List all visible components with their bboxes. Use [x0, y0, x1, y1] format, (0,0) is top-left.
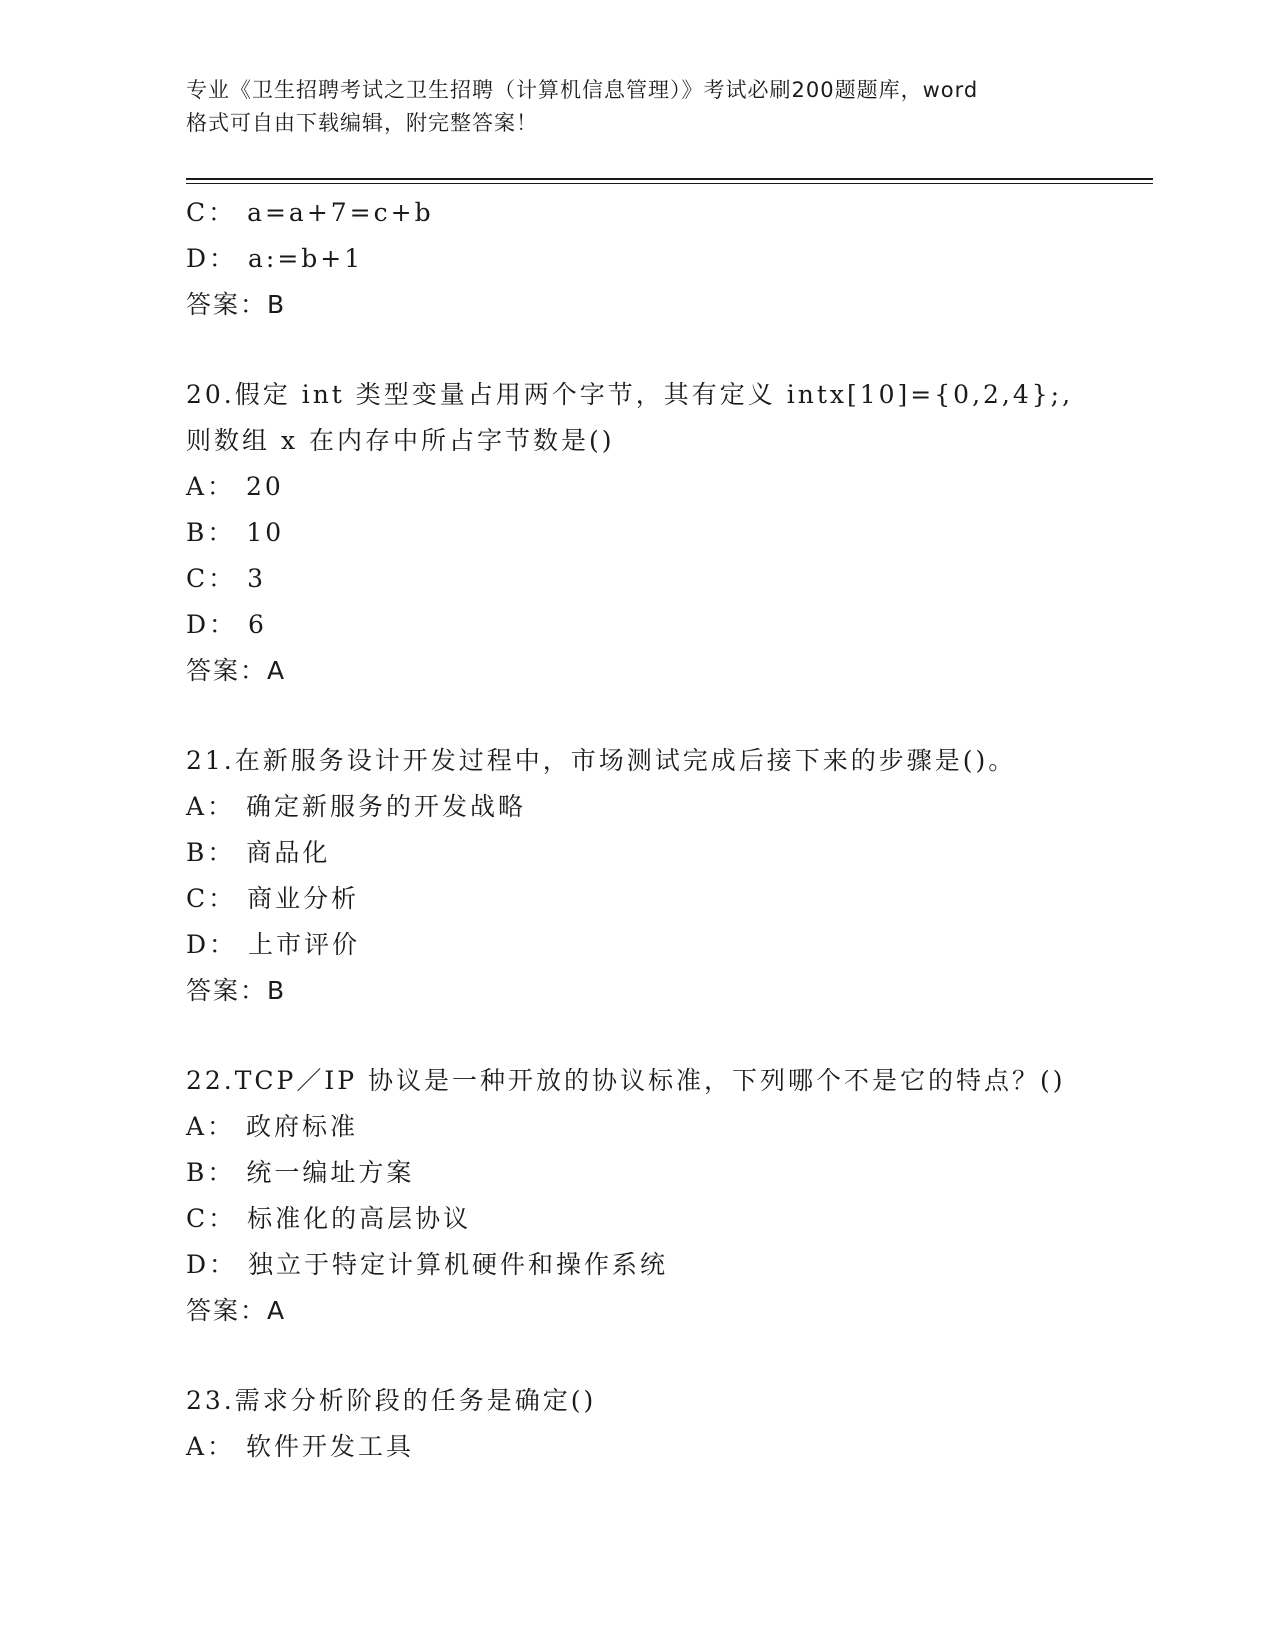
- option-d: D： 上市评价: [186, 930, 360, 959]
- question-19-tail: [186, 190, 1136, 328]
- question-20: [186, 372, 1136, 694]
- question-spacer: [186, 1014, 1136, 1058]
- option-c: C： 商业分析: [186, 884, 360, 913]
- option-c: C： 标准化的高层协议: [186, 1204, 472, 1233]
- option-c: C： 3: [186, 564, 266, 593]
- question-list: [186, 190, 1136, 1470]
- header-divider-thin: [186, 183, 1153, 184]
- option-d: D： 独立于特定计算机硬件和操作系统: [186, 1250, 668, 1279]
- option-d: D： a:=b+1: [186, 244, 364, 273]
- question-22: [186, 1058, 1136, 1334]
- option-a: A： 20: [186, 472, 284, 501]
- question-spacer: [186, 1334, 1136, 1378]
- header-line-1: 专业《卫生招聘考试之卫生招聘（计算机信息管理）》考试必刷200题题库，word: [186, 78, 979, 102]
- question-stem: 22.TCP／IP 协议是一种开放的协议标准，下列哪个不是它的特点？(): [186, 1066, 1066, 1095]
- option-b: B： 10: [186, 518, 285, 547]
- question-stem: 21.在新服务设计开发过程中，市场测试完成后接下来的步骤是()。: [186, 746, 1017, 775]
- answer-label: 答案：B: [186, 976, 287, 1005]
- option-c: C： a=a+7=c+b: [186, 198, 434, 227]
- question-23: [186, 1378, 1136, 1470]
- answer-label: 答案：A: [186, 656, 287, 685]
- question-21: [186, 738, 1136, 1014]
- option-a: A： 确定新服务的开发战略: [186, 792, 527, 821]
- answer-label: 答案：B: [186, 290, 287, 319]
- option-b: B： 统一编址方案: [186, 1158, 415, 1187]
- question-spacer: [186, 328, 1136, 372]
- answer-label: 答案：A: [186, 1296, 287, 1325]
- question-stem-continued: 则数组 x 在内存中所占字节数是(): [186, 426, 615, 455]
- question-spacer: [186, 694, 1136, 738]
- option-b: B： 商品化: [186, 838, 331, 867]
- document-header: [186, 74, 1086, 140]
- header-divider-thick: [186, 178, 1153, 180]
- option-a: A： 软件开发工具: [186, 1432, 415, 1461]
- option-a: A： 政府标准: [186, 1112, 359, 1141]
- header-line-2: 格式可自由下载编辑，附完整答案！: [186, 111, 538, 135]
- option-d: D： 6: [186, 610, 267, 639]
- question-stem: 23.需求分析阶段的任务是确定(): [186, 1386, 597, 1415]
- question-stem: 20.假定 int 类型变量占用两个字节，其有定义 intx[10]={0,2,4};,: [186, 380, 1074, 409]
